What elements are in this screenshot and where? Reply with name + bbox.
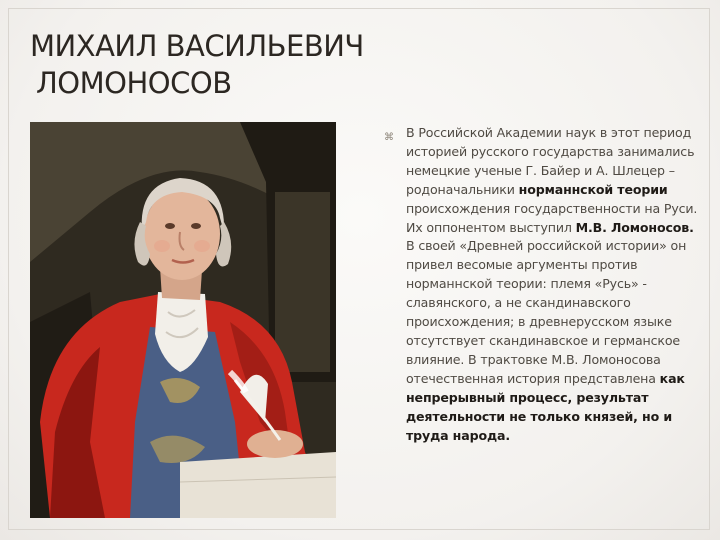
title-line-2: ЛОМОНОСОВ	[36, 66, 232, 100]
text-bold-lomonosov: М.В. Ломоносов.	[575, 219, 694, 235]
text-part-1: В Российской Академии наук в этот период историей русского государства занимались немецкие ученые Г. Байер и А. Шлецер – родоначальники	[406, 125, 695, 197]
title-line-1: МИХАИЛ ВАСИЛЬЕВИЧ	[30, 29, 364, 63]
slide-title	[30, 28, 450, 102]
x-bullet-icon: ⌘	[384, 132, 394, 143]
text-part-2: происхождения государственности на Руси. Их оппонентом выступил	[406, 200, 698, 235]
text-part-3: В своей «Древней российской истории» он привел весомые аргументы против норманнской теории: племя «Русь» - славянского, а не скандинавского происхождения; в древнерусском языке отсутствует скандинавское и германское влияние. В трактовке М.В. Ломоносова отечественная история представлена	[406, 238, 687, 386]
portrait-image	[30, 122, 336, 518]
body-paragraph	[406, 124, 700, 445]
text-bold-conclusion: как непрерывный процесс, результат деятельности не только князей, но и труда народа.	[406, 370, 685, 443]
text-bold-normanist: норманнской теории	[518, 181, 668, 197]
